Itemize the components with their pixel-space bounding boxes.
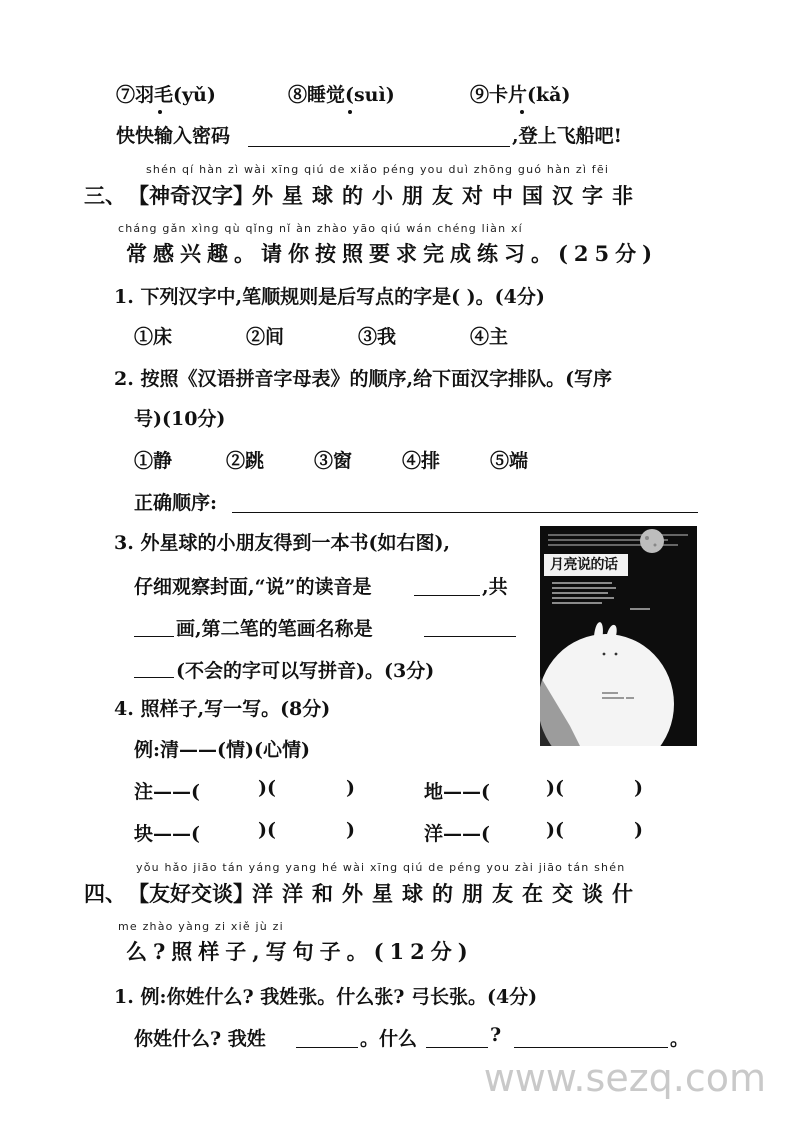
section3-title: 外星球的小朋友对中国汉字非	[252, 183, 642, 208]
q2-answer-blank[interactable]	[232, 512, 698, 513]
q4-paren[interactable]: )(	[258, 819, 276, 841]
s4q1-fill-b: 。什么	[360, 1028, 418, 1050]
q3-line-4: (不会的字可以写拼音)。(3分)	[176, 660, 435, 682]
password-end: ,登上飞船吧!	[512, 125, 622, 147]
q4-paren[interactable]: )	[634, 819, 643, 841]
q4-paren[interactable]: )(	[546, 777, 564, 799]
section4-pinyin-1: yǒu hǎo jiāo tán yáng yang hé wài xīng qiú de péng you zài jiāo tán shén	[136, 861, 626, 874]
q4-row1-left: 注——(	[134, 781, 200, 803]
book-cover-title: 月亮说的话	[550, 557, 618, 573]
q2-option-2: ②跳	[226, 450, 265, 472]
s4q1-blank-3[interactable]	[514, 1047, 668, 1048]
section4-title-bracket: 【友好交谈】	[128, 881, 254, 906]
item-7: ⑦羽毛(yǔ)	[116, 84, 216, 106]
password-blank[interactable]	[248, 146, 510, 147]
emphasis-dot	[158, 110, 162, 114]
q2-option-3: ③窗	[314, 450, 353, 472]
emphasis-dot	[348, 110, 352, 114]
item-8: ⑧睡觉(suì)	[288, 84, 395, 106]
q2-text-1: 2. 按照《汉语拼音字母表》的顺序,给下面汉字排队。(写序	[114, 368, 613, 390]
q4-paren[interactable]: )	[346, 819, 355, 841]
s4q1-blank-2[interactable]	[426, 1047, 488, 1048]
section4-title-line2: 么?照样子,写句子。(12分)	[126, 939, 474, 964]
q2-text-2: 号)(10分)	[134, 408, 226, 430]
q3-line-2a: 仔细观察封面,“说”的读音是	[134, 576, 372, 598]
s4q1-fill-end: 。	[670, 1028, 690, 1050]
section4-title: 洋洋和外星球的朋友在交谈什	[252, 881, 642, 906]
q4-row2-left: 块——(	[134, 823, 200, 845]
section3-pinyin-1: shén qí hàn zì wài xīng qiú de xiǎo péng you duì zhōng guó hàn zì fēi	[146, 163, 610, 176]
section3-pinyin-2: cháng gǎn xìng qù qǐng nǐ àn zhào yāo qiú wán chéng liàn xí	[118, 222, 523, 235]
item-9: ⑨卡片(kǎ)	[470, 84, 571, 106]
q1-option-3: ③我	[358, 326, 397, 348]
emphasis-dot	[520, 110, 524, 114]
q2-option-4: ④排	[402, 450, 441, 472]
q3-extra-blank[interactable]	[134, 677, 174, 678]
q3-stroke-name-blank[interactable]	[424, 636, 516, 637]
s4q1-blank-1[interactable]	[296, 1047, 358, 1048]
s4q1-text: 1. 例:你姓什么? 我姓张。什么张? 弓长张。(4分)	[114, 986, 538, 1008]
q3-line-3: 画,第二笔的笔画名称是	[176, 618, 373, 640]
q1-text: 1. 下列汉字中,笔顺规则是后写点的字是( )。(4分)	[114, 286, 545, 308]
section3-title-line2: 常感兴趣。请你按照要求完成练习。(25分)	[126, 241, 659, 266]
q3-line-1: 3. 外星球的小朋友得到一本书(如右图),	[114, 532, 451, 554]
section4-number: 四、	[84, 881, 126, 906]
q4-row2-right: 洋——(	[424, 823, 490, 845]
s4q1-fill-a: 你姓什么? 我姓	[134, 1028, 266, 1050]
q4-text: 4. 照样子,写一写。(8分)	[114, 698, 331, 720]
q4-paren[interactable]: )(	[258, 777, 276, 799]
q4-row1-right: 地——(	[424, 781, 490, 803]
q4-paren[interactable]: )(	[546, 819, 564, 841]
q2-option-1: ①静	[134, 450, 173, 472]
section4-pinyin-2: me zhào yàng zi xiě jù zi	[118, 920, 284, 933]
s4q1-fill-c: ?	[490, 1024, 502, 1046]
watermark: www.sezq.com	[483, 1056, 766, 1100]
book-cover-image	[540, 526, 697, 746]
q4-paren[interactable]: )	[634, 777, 643, 799]
section3-title-bracket: 【神奇汉字】	[128, 183, 254, 208]
q2-answer-label: 正确顺序:	[134, 492, 218, 514]
q1-option-4: ④主	[470, 326, 509, 348]
password-label: 快快输入密码	[116, 125, 231, 147]
q1-option-1: ①床	[134, 326, 173, 348]
q4-example: 例:清——(情)(心情)	[134, 739, 310, 761]
q2-option-5: ⑤端	[490, 450, 529, 472]
q3-line-2b: ,共	[482, 576, 508, 598]
q1-option-2: ②间	[246, 326, 285, 348]
section3-number: 三、	[84, 183, 126, 208]
q3-stroke-count-blank[interactable]	[134, 636, 174, 637]
q3-pronunciation-blank[interactable]	[414, 595, 480, 596]
q4-paren[interactable]: )	[346, 777, 355, 799]
